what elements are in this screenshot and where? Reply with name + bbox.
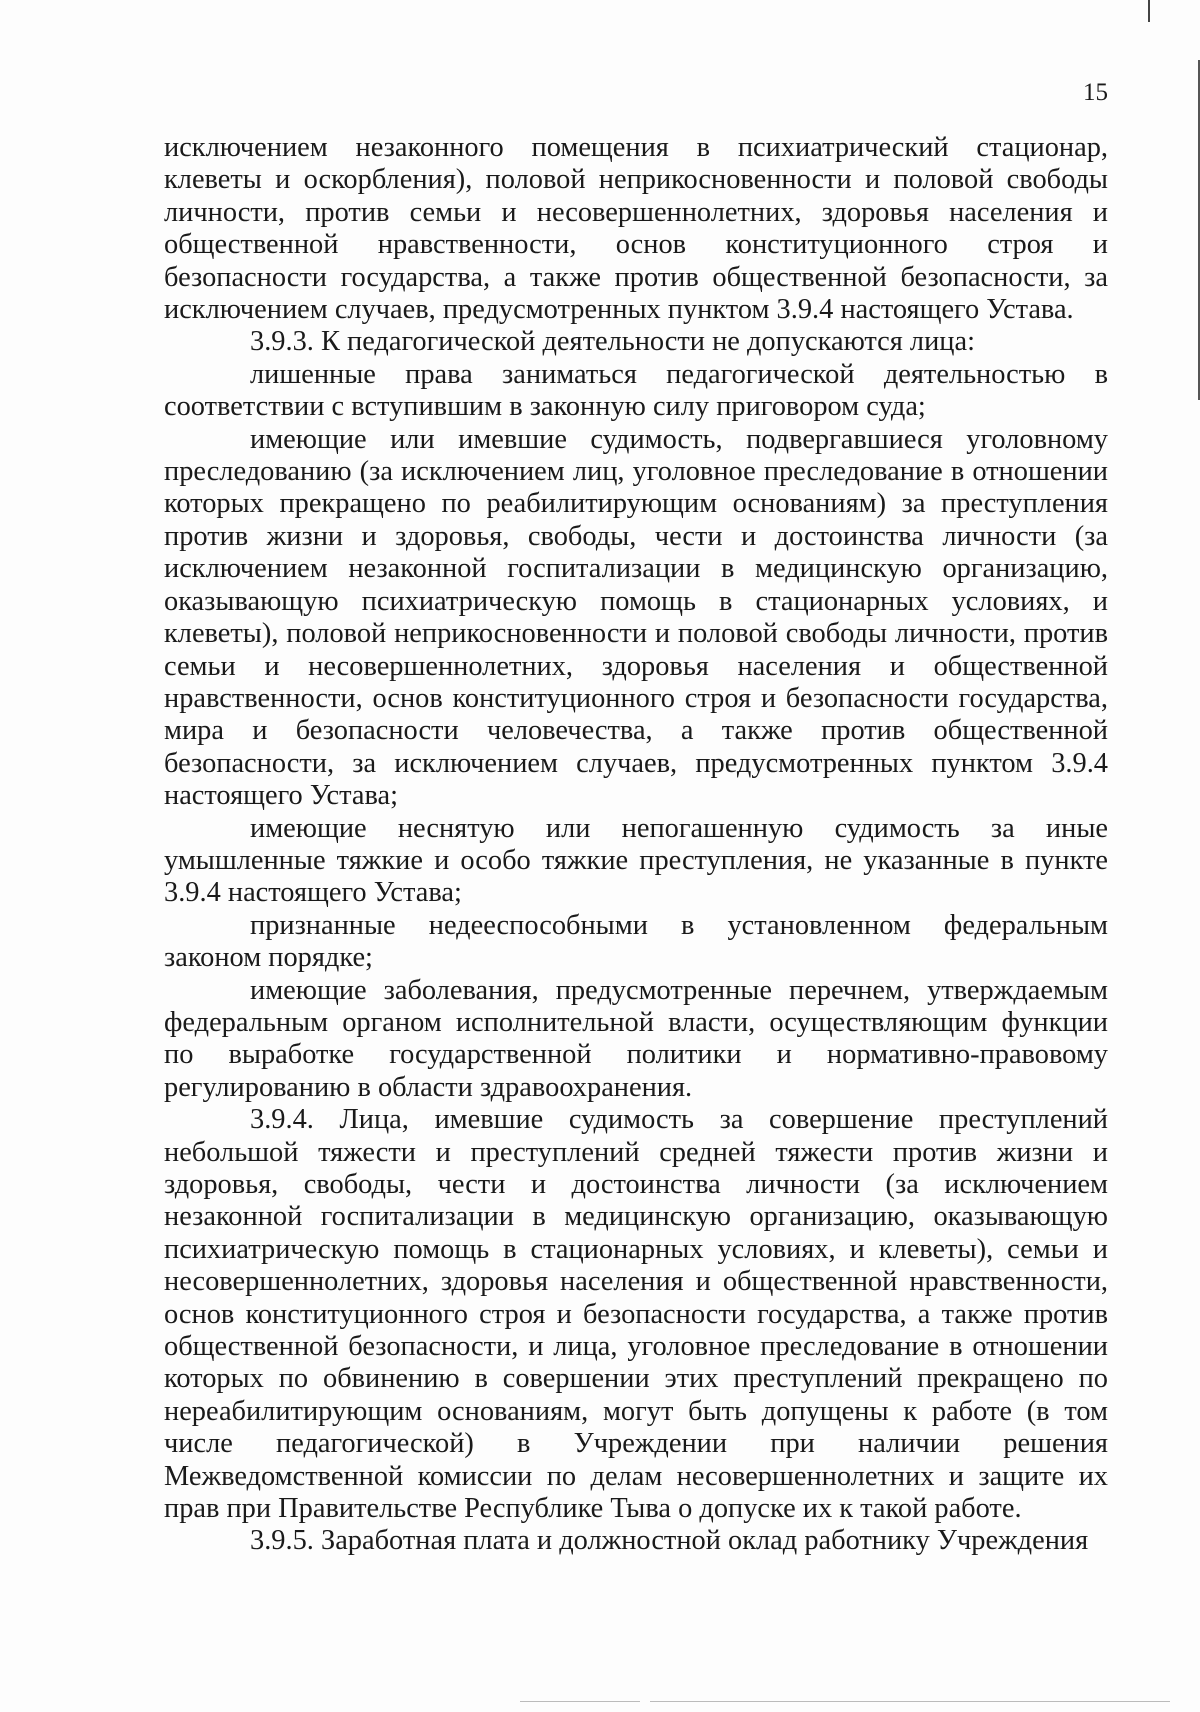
- paragraph: 3.9.3. К педагогической деятельности не допускаются лица:: [250, 326, 975, 358]
- paragraph: имеющие или имевшие судимость, подвергавшиеся уголовному преследованию (за исключением лиц, уголовное преследование в отношении которых прекращено по реабилитирующим основаниям) за преступления против жизни и здоровья, свободы, чести и достоинства личности (за исключением незаконной госпитализации в медицинскую организацию, оказывающую психиатрическую помощь в стационарных условиях, и клеветы), половой неприкосновенности и половой свободы личности, против семьи и несовершеннолетних, здоровья населения и общественной нравственности, основ конституционного строя и безопасности государства, мира и безопасности человечества, а также против общественной безопасности, за исключением случаев, предусмотренных пунктом 3.9.4 настоящего Устава;: [164, 423, 1108, 812]
- document-body: [164, 132, 1108, 1558]
- page-number: 15: [1083, 79, 1108, 106]
- scan-bottom-line: [650, 1701, 1170, 1702]
- paragraph: лишенные права заниматься педагогической деятельностью в соответствии с вступившим в законную силу приговором суда;: [164, 358, 1108, 423]
- paragraph: имеющие заболевания, предусмотренные перечнем, утверждаемым федеральным органом исполнительной власти, осуществляющим функции по выработке государственной политики и нормативно-правовому регулированию в области здравоохранения.: [164, 974, 1108, 1103]
- paragraph: признанные недееспособными в установленном федеральным законом порядке;: [164, 909, 1108, 974]
- paragraph: исключением незаконного помещения в психиатрический стационар, клеветы и оскорбления), половой неприкосновенности и половой свободы личности, против семьи и несовершеннолетних, здоровья населения и общественной нравственности, основ конституционного строя и безопасности государства, а также против общественной безопасности, за исключением случаев, предусмотренных пунктом 3.9.4 настоящего Устава.: [164, 132, 1108, 326]
- paragraph: 3.9.5. Заработная плата и должностной оклад работнику Учреждения: [250, 1525, 1089, 1557]
- paragraph: имеющие неснятую или непогашенную судимость за иные умышленные тяжкие и особо тяжкие преступления, не указанные в пункте 3.9.4 настоящего Устава;: [164, 812, 1108, 909]
- scan-bottom-line: [520, 1701, 640, 1702]
- paragraph: 3.9.4. Лица, имевшие судимость за совершение преступлений небольшой тяжести и преступлений средней тяжести против жизни и здоровья, свободы, чести и достоинства личности (за исключением незаконной госпитализации в медицинскую организацию, оказывающую психиатрическую помощь в стационарных условиях, и клеветы), семьи и несовершеннолетних, здоровья населения и общественной нравственности, основ конституционного строя и безопасности государства, а также против общественной безопасности, и лица, уголовное преследование в отношении которых по обвинению в совершении этих преступлений прекращено по нереабилитирующим основаниям, могут быть допущены к работе (в том числе педагогической) в Учреждении при наличии решения Межведомственной комиссии по делам несовершеннолетних и защите их прав при Правительстве Республике Тыва о допуске их к такой работе.: [164, 1104, 1108, 1525]
- scan-edge-mark: [1148, 0, 1150, 22]
